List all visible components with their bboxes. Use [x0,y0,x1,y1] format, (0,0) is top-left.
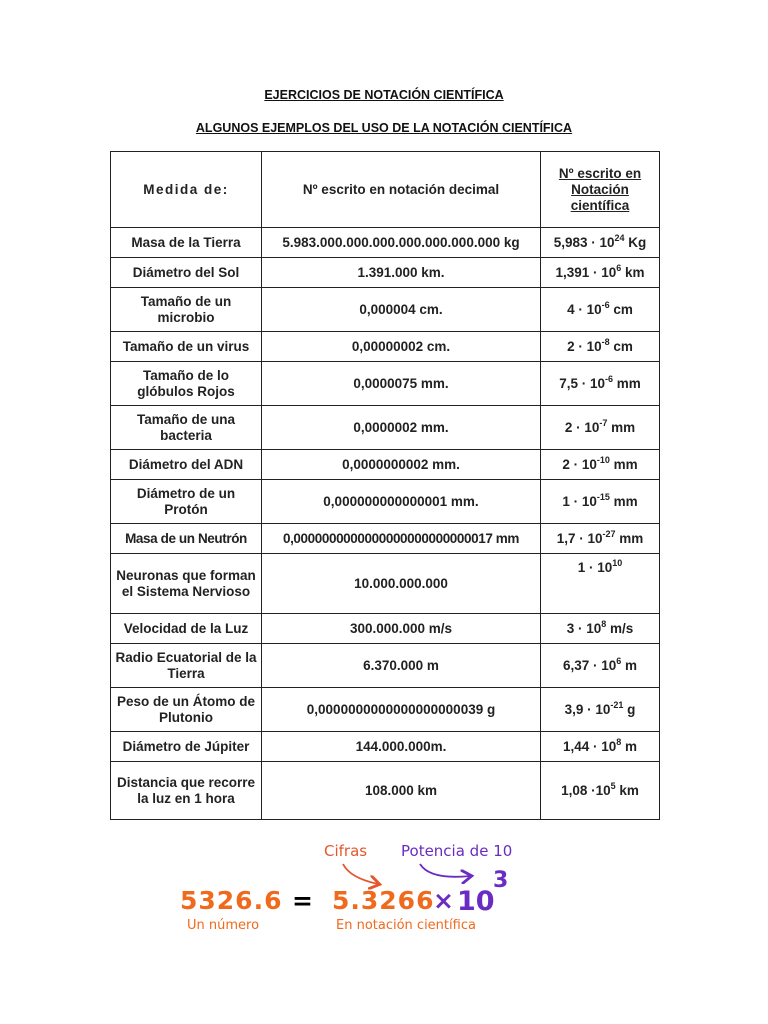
mantissa-text: 1,44 · 10 [562,738,617,754]
cell-medida: Diámetro del Sol [111,258,262,288]
mantissa-text: 2 · 10 [567,338,602,354]
cell-decimal: 0,000004 cm. [262,288,541,332]
header-decimal: Nº escrito en notación decimal [262,152,541,228]
example-number: 5326.6 [180,886,283,915]
unit-text: Kg [624,234,647,250]
mantissa-text: 1,391 · 10 [555,264,617,280]
mantissa-text: 3,9 · 10 [564,701,611,717]
unit-text: km [621,264,645,280]
mantissa-text: 1,08 ·10 [561,782,611,798]
caption-notacion: En notación científica [336,918,476,933]
cell-decimal: 108.000 km [262,762,541,820]
cell-medida: Velocidad de la Luz [111,614,262,644]
cell-decimal: 1.391.000 km. [262,258,541,288]
exponent-text: 8 [601,618,607,629]
cell-decimal: 0,000000000000001 mm. [262,480,541,524]
exponent-text: -7 [599,417,608,428]
unit-text: m [621,657,638,673]
exponent: 3 [493,868,509,893]
mantissa-text: 7,5 · 10 [559,375,605,391]
cell-medida: Radio Ecuatorial de la Tierra [111,644,262,688]
cell-medida: Masa de la Tierra [111,228,262,258]
exponent-text: -27 [602,528,616,539]
unit-text: m/s [606,620,634,636]
mantissa-text: 2 · 10 [564,419,600,435]
arrow-cifras [343,864,378,884]
cell-decimal: 144.000.000m. [262,732,541,762]
cell-decimal: 6.370.000 m [262,644,541,688]
label-potencia: Potencia de 10 [401,842,513,860]
unit-text: cm [609,338,633,354]
cell-decimal: 0,0000000000000000000039 g [262,688,541,732]
unit-text: mm [613,375,641,391]
caption-un-numero: Un número [187,918,260,933]
cell-medida: Peso de un Átomo de Plutonio [111,688,262,732]
cell-medida: Diámetro de Júpiter [111,732,262,762]
document-title: EJERCICIOS DE NOTACIÓN CIENTÍFICA [264,88,504,102]
exponent-text: 24 [614,232,625,243]
mantissa-text: 6,37 · 10 [562,657,617,673]
unit-text: mm [609,456,638,472]
cell-decimal: 0,0000000002 mm. [262,450,541,480]
unit-text: m [621,738,638,754]
cell-medida: Tamaño de un microbio [111,288,262,332]
exponent-text: -6 [605,373,614,384]
cell-decimal: 300.000.000 m/s [262,614,541,644]
mantissa-text: 1 · 10 [577,560,613,575]
mantissa-text: 4 · 10 [567,301,602,317]
mantissa-text: 2 · 10 [562,456,597,472]
times-sign: × [433,886,454,915]
cell-medida: Distancia que recorre la luz en 1 hora [111,762,262,820]
cell-medida: Tamaño de una bacteria [111,406,262,450]
header-medida: Medida de: [111,152,262,228]
mantissa-text: 5,983 · 10 [553,234,615,250]
exponent-text: 6 [616,655,622,666]
exponent-text: 10 [612,558,623,568]
arrow-potencia [420,864,470,877]
exponent-text: -8 [601,336,610,347]
cell-medida: Diámetro del ADN [111,450,262,480]
unit-text: mm [607,419,636,435]
exponent-text: 8 [616,736,622,747]
cell-medida: Masa de un Neutrón [111,524,262,554]
header-cientifica: Nº escrito en Notación científica [541,152,660,228]
exponent-text: -21 [610,699,624,710]
exponent-text: -15 [596,491,610,502]
example-mantissa: 5.3266 [332,886,435,915]
cell-medida: Tamaño de un virus [111,332,262,362]
mantissa-text: 1 · 10 [562,493,597,509]
equals-sign: = [292,886,313,915]
exponent-text: -10 [596,454,610,465]
unit-text: km [615,782,639,798]
cell-medida: Tamaño de lo glóbulos Rojos [111,362,262,406]
unit-text: cm [609,301,633,317]
cell-decimal: 0,0000002 mm. [262,406,541,450]
cell-decimal: 0,00000002 cm. [262,332,541,362]
mantissa-text: 1,7 · 10 [556,530,603,546]
cell-decimal: 0,0000000000000000000000000017 mm [262,524,541,554]
cell-decimal: 10.000.000.000 [262,554,541,614]
unit-text: mm [615,530,644,546]
base-ten: 10 [457,886,495,917]
unit-text: g [623,701,636,717]
cell-medida: Diámetro de un Protón [111,480,262,524]
mantissa-text: 3 · 10 [566,620,602,636]
exponent-text: 6 [616,262,622,273]
exponent-text: -6 [601,299,610,310]
unit-text: mm [609,493,638,509]
cell-decimal: 5.983.000.000.000.000.000.000.000 kg [262,228,541,258]
exponent-text: 5 [610,780,616,791]
document-subtitle: ALGUNOS EJEMPLOS DEL USO DE LA NOTACIÓN CIENTÍFICA [195,121,573,135]
label-cifras: Cifras [324,842,368,860]
cell-decimal: 0,0000075 mm. [262,362,541,406]
cell-medida: Neuronas que forman el Sistema Nervioso [111,554,262,614]
